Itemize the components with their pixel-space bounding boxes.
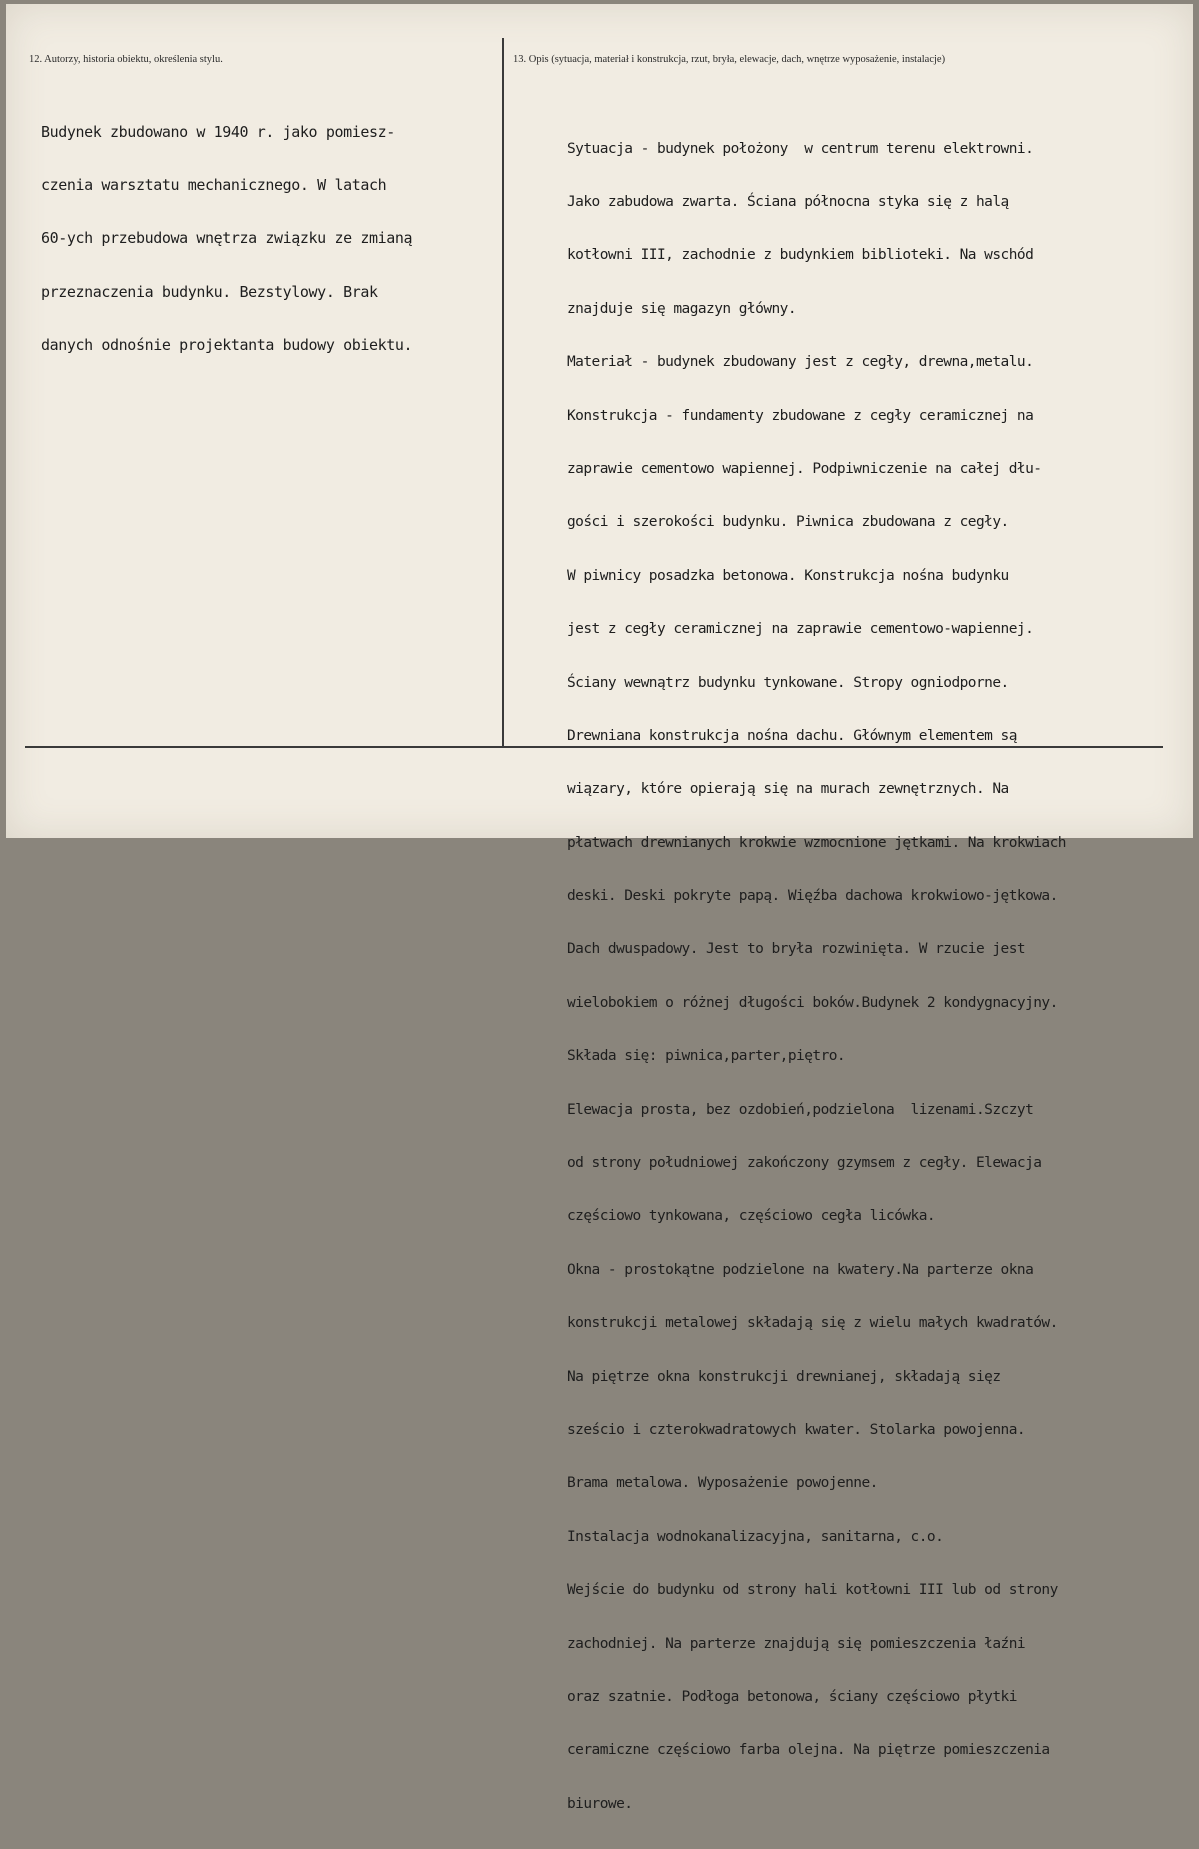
body-line: konstrukcji metalowej składają się z wielu małych kwadratów. [567,1315,1058,1332]
body-line: Dach dwuspadowy. Jest to bryła rozwinięta. W rzucie jest [567,941,1026,958]
body-line: znajduje się magazyn główny. [567,300,797,317]
body-line: biurowe. [567,1795,633,1812]
body-line: danych odnośnie projektanta budowy obiektu. [41,336,413,355]
body-line: deski. Deski pokryte papą. Więźba dachowa krokwiowo-jętkowa. [567,888,1058,905]
body-line: jest z cegły ceramicznej na zaprawie cementowo-wapiennej. [567,621,1034,638]
body-line: wiązary, które opierają się na murach zewnętrznych. Na [567,781,1009,798]
body-line: W piwnicy posadzka betonowa. Konstrukcja nośna budynku [567,567,1009,584]
body-line: Elewacja prosta, bez ozdobień,podzielona lizenami.Szczyt [567,1101,1034,1118]
body-line: Ściany wewnątrz budynku tynkowane. Stropy ogniodporne. [567,674,1009,691]
body-line: Na piętrze okna konstrukcji drewnianej, składają sięz [567,1368,1001,1385]
body-line: Jako zabudowa zwarta. Ściana północna styka się z halą [567,193,1009,210]
body-line: ceramiczne częściowo farba olejna. Na piętrze pomieszczenia [567,1742,1050,1759]
body-line: zachodniej. Na parterze znajdują się pomieszczenia łaźni [567,1635,1026,1652]
body-line: Sytuacja - budynek położony w centrum terenu elektrowni. [567,140,1034,157]
body-line: sześcio i czterokwadratowych kwater. Stolarka powojenna. [567,1421,1026,1438]
body-line: Składa się: piwnica,parter,piętro. [567,1048,846,1065]
section-12-body [41,88,412,391]
body-line: częściowo tynkowana, częściowo cegła licówka. [567,1208,936,1225]
body-line: Konstrukcja - fundamenty zbudowane z cegły ceramicznej na [567,407,1034,424]
body-line: czenia warsztatu mechanicznego. W latach [41,175,387,194]
body-line: zaprawie cementowo wapiennej. Podpiwniczenie na całej dłu- [567,460,1042,477]
body-line: Instalacja wodnokanalizacyjna, sanitarna, c.o. [567,1528,944,1545]
section-12-header: 12. Autorzy, historia obiektu, określenia stylu. [29,54,223,65]
body-line: Wejście do budynku od strony hali kotłowni III lub od strony [567,1582,1058,1599]
body-line: Materiał - budynek zbudowany jest z cegły, drewna,metalu. [567,354,1034,371]
body-line: Budynek zbudowano w 1940 r. jako pomiesz- [41,122,395,141]
body-line: kotłowni III, zachodnie z budynkiem biblioteki. Na wschód [567,247,1034,264]
body-line: przeznaczenia budynku. Bezstylowy. Brak [41,282,378,301]
column-divider [502,38,504,746]
section-13-body [567,105,1066,1849]
body-line: gości i szerokości budynku. Piwnica zbudowana z cegły. [567,514,1009,531]
body-line: Okna - prostokątne podzielone na kwatery.Na parterze okna [567,1261,1034,1278]
body-line: od strony południowej zakończony gzymsem z cegły. Elewacja [567,1155,1042,1172]
body-line: 60-ych przebudowa wnętrza związku ze zmianą [41,229,413,248]
section-13-header: 13. Opis (sytuacja, materiał i konstrukcja, rzut, bryła, elewacje, dach, wnętrze wyposażenie, instalacje) [513,54,946,65]
body-line: Drewniana konstrukcja nośna dachu. Głównym elementem są [567,727,1017,744]
document-card [6,4,1193,1812]
body-line: wielobokiem o różnej długości boków.Budynek 2 kondygnacyjny. [567,994,1058,1011]
body-line: oraz szatnie. Podłoga betonowa, ściany częściowo płytki [567,1688,1017,1705]
body-line: Brama metalowa. Wyposażenie powojenne. [567,1475,878,1492]
body-line: płatwach drewnianych krokwie wzmocnione jętkami. Na krokwiach [567,834,1066,851]
